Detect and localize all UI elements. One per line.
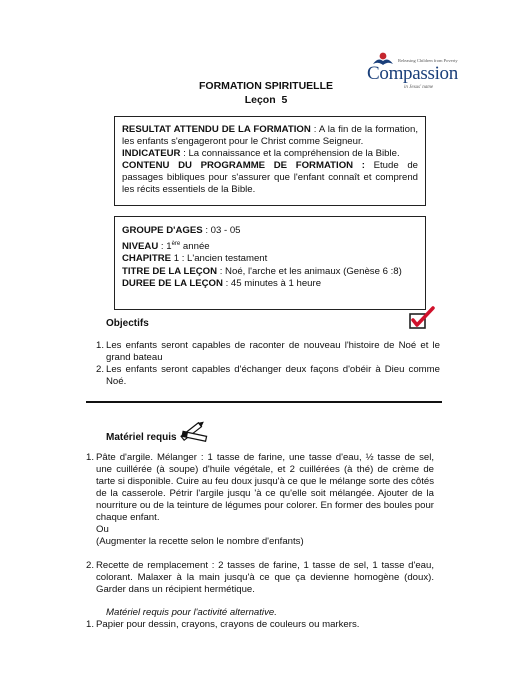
page-title: FORMATION SPIRITUELLE [199, 80, 333, 92]
section-divider [86, 401, 442, 403]
lesson-info [122, 225, 422, 291]
lesson-title-value: : Noé, l'arche et les animaux (Genèse 6 :8) [217, 265, 402, 277]
duration-label: DUREE DE LA LEÇON [122, 278, 223, 290]
material-item: 2. Recette de remplacement : 2 tasses de farine, 1 tasse de sel, 1 tasse d'eau, colorant. Malaxer à la main jusqu'à ce que ça devienne homogène (doux). Garder dans un récipient hermétique. [85, 560, 434, 595]
chapter-value: 1 : L'ancien testament [171, 253, 268, 265]
objective-text-2: Les enfants seront capables d'échanger deux façons d'obéir à Dieu comme Noé. [106, 364, 440, 387]
lesson-title-label: TITRE DE LA LEÇON [122, 265, 218, 277]
material-note: (Augmenter la recette selon le nombre d'enfants) [96, 536, 304, 547]
material-item: 1. Papier pour dessin, crayons, crayons de couleurs ou markers. [85, 619, 360, 630]
content-text: Etude de passages bibliques pour s'assurer que l'enfant connaît et comprend les récits essentiels de la Bible. [122, 160, 418, 195]
material-or: Ou [96, 524, 109, 535]
age-group-label: GROUPE D'AGES [122, 225, 203, 236]
indicator-text: : La connaissance et la compréhension de la Bible. [180, 148, 400, 159]
duration-value: : 45 minutes à 1 heure [222, 278, 322, 290]
pencil-crayon-icon [178, 418, 212, 448]
age-group-line [122, 225, 422, 238]
objective-item: 1. Les enfants seront capables de raconter de nouveau l'histoire de Noé et le grand bateau [95, 340, 440, 363]
materials-heading: Matériel requis [106, 432, 177, 443]
material-text-2: Recette de remplacement : 2 tasses de farine, 1 tasse de sel, 1 tasse d'eau, colorant. Malaxer à la main jusqu'à ce que ça devienne homogène (doux). Garder dans un récipient hermétique. [96, 560, 434, 595]
compassion-logo [364, 50, 464, 100]
content-label: CONTENU DU PROGRAMME DE FORMATION : [122, 160, 365, 171]
objective-item: 2. Les enfants seront capables d'échanger deux façons d'obéir à Dieu comme Noé. [95, 364, 440, 387]
result-text: : A la fin de la formation, les enfants s'engageront pour le Christ comme Seigneur. [122, 124, 418, 147]
chapter-label: CHAPITRE [122, 253, 172, 265]
logo-top-line: Releasing Children from Poverty [398, 58, 458, 63]
result-label: RESULTAT ATTENDU DE LA FORMATION [122, 124, 311, 135]
material-item: 1. Pâte d'argile. Mélanger : 1 tasse de farine, une tasse d'eau, ½ tasse de sel, une cuillérée (à soupe) d'huile végétale, et 2 cuillérées (à thé) de crème de tarte si disponible. Cuire au feu doux jusqu'à ce que le mélange sorte des côtés de la casserole. Pétrir l'argile jusqu 'à ce qu'elle soit mélangée. Ajouter de la nourriture ou de la teinture de légumes pour colorer. En former des boules pour chaque enfant. Ou (Augmenter la recette selon le nombre d'enfants) [85, 452, 434, 547]
duration-line [122, 278, 422, 291]
lesson-title-line [122, 266, 422, 279]
lesson-number: Leçon 5 [244, 94, 288, 106]
checkmark-box-icon [408, 306, 436, 332]
alternative-materials-heading: Matériel requis pour l'activité alternative. [106, 607, 277, 618]
material-text-3: Papier pour dessin, crayons, crayons de couleurs ou markers. [96, 619, 360, 630]
formation-objective-text [122, 124, 418, 196]
level-line [122, 238, 422, 254]
level-value: : 1 [158, 240, 172, 252]
level-superscript: ère [171, 240, 181, 247]
age-group-value: : 03 - 05 [202, 225, 241, 236]
logo-name: Compassion [367, 63, 458, 84]
level-label: NIVEAU [122, 240, 159, 252]
objectives-list [88, 340, 440, 388]
objective-text-1: Les enfants seront capables de raconter de nouveau l'histoire de Noé et le grand bateau [106, 340, 440, 363]
chapter-line [122, 253, 422, 266]
logo-tagline: in Jesus' name [404, 85, 434, 90]
level-suffix: année [180, 240, 210, 252]
objectives-heading: Objectifs [106, 318, 149, 329]
material-text-1: Pâte d'argile. Mélanger : 1 tasse de farine, une tasse d'eau, ½ tasse de sel, une cuillérée (à soupe) d'huile végétale, et 2 cuillérées (à thé) de crème de tarte si disponible. Cuire au feu doux jusqu'à ce que le mélange sorte des côtés de la casserole. Pétrir l'argile jusqu 'à ce qu'elle soit mélangée. Ajouter de la nourriture ou de la teinture de légumes pour colorer. En former des boules pour chaque enfant. [96, 452, 434, 523]
materials-list [78, 452, 434, 631]
indicator-label: INDICATEUR [122, 148, 181, 159]
